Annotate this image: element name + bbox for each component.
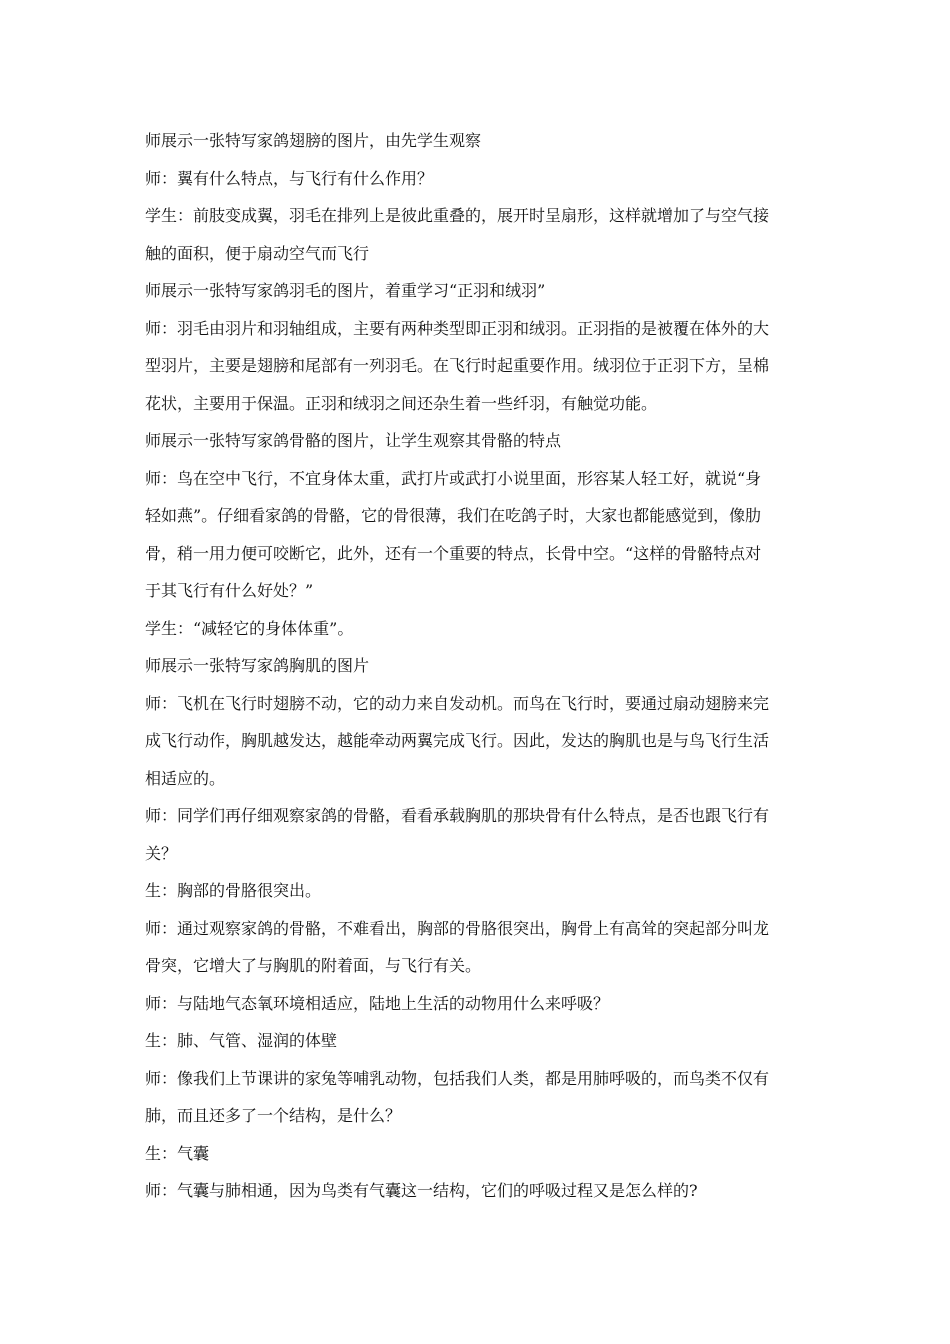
text-line: 生：气囊: [145, 1143, 210, 1163]
text-line: 骨突，它增大了与胸肌的附着面，与飞行有关。: [145, 956, 482, 975]
paragraph: [145, 272, 805, 310]
paragraph: [145, 197, 805, 272]
text-line: 师：像我们上节课讲的家兔等哺乳动物，包括我们人类，都是用肺呼吸的，而鸟类不仅有: [145, 1068, 770, 1088]
text-line: 师：同学们再仔细观察家鸽的骨骼，看看承载胸肌的那块骨有什么特点，是否也跟飞行有: [145, 806, 770, 825]
text-line: 学生：前肢变成翼，羽毛在排列上是彼此重叠的，展开时呈扇形，这样就增加了与空气接: [145, 206, 770, 225]
text-line: 师：翼有什么特点，与飞行有什么作用？: [145, 168, 434, 188]
text-line: 师展示一张特写家鸽胸肌的图片: [145, 656, 370, 675]
paragraph: [145, 985, 805, 1023]
text-line: 成飞行动作，胸肌越发达，越能牵动两翼完成飞行。因此，发达的胸肌也是与鸟飞行生活: [145, 731, 770, 750]
paragraph: [145, 460, 805, 610]
paragraph: [145, 160, 805, 198]
text-line: 师展示一张特写家鸽翅膀的图片，由先学生观察: [145, 131, 482, 150]
paragraph: [145, 647, 805, 685]
text-line: 关？: [145, 843, 178, 863]
paragraph: [145, 685, 805, 798]
text-line: 师：气囊与肺相通，因为鸟类有气囊这一结构，它们的呼吸过程又是怎么样的?: [145, 1181, 698, 1200]
text-line: 肺，而且还多了一个结构，是什么？: [145, 1106, 402, 1125]
text-line: 轻如燕”。仔细看家鸽的骨骼，它的骨很薄，我们在吃鸽子时，大家也都能感觉到，像肋: [145, 506, 762, 525]
text-line: 花状，主要用于保温。正羽和绒羽之间还杂生着一些纤羽，有触觉功能。: [145, 393, 658, 413]
text-line: 师：与陆地气态氧环境相适应，陆地上生活的动物用什么来呼吸？: [145, 993, 610, 1013]
paragraph: [145, 910, 805, 985]
text-line: 触的面积，便于扇动空气而飞行: [145, 243, 370, 263]
paragraph: [145, 310, 805, 423]
text-line: 生：胸部的骨胳很突出。: [145, 881, 322, 900]
text-line: 师展示一张特写家鸽羽毛的图片，着重学习“正羽和绒羽”: [145, 281, 546, 300]
text-line: 师：鸟在空中飞行，不宜身体太重，武打片或武打小说里面，形容某人轻工好，就说“身: [145, 468, 762, 488]
text-line: 型羽片，主要是翅膀和尾部有一列羽毛。在飞行时起重要作用。绒羽位于正羽下方，呈棉: [145, 356, 770, 375]
paragraph: [145, 122, 805, 160]
paragraph: [145, 422, 805, 460]
text-line: 生：肺、气管、湿润的体壁: [145, 1031, 338, 1050]
text-line: 师展示一张特写家鸽骨骼的图片，让学生观察其骨骼的特点: [145, 431, 562, 450]
text-line: 于其飞行有什么好处？”: [145, 581, 314, 600]
paragraph: [145, 1172, 805, 1210]
text-line: 师：通过观察家鸽的骨骼，不难看出，胸部的骨胳很突出，胸骨上有高耸的突起部分叫龙: [145, 918, 770, 938]
text-line: 师：飞机在飞行时翅膀不动，它的动力来自发动机。而鸟在飞行时，要通过扇动翅膀来完: [145, 693, 770, 713]
paragraph: [145, 797, 805, 872]
text-line: 骨，稍一用力便可咬断它，此外，还有一个重要的特点，长骨中空。“这样的骨骼特点对: [145, 543, 762, 563]
text-line: 学生：“减轻它的身体体重”。: [145, 618, 354, 638]
text-line: 师：羽毛由羽片和羽轴组成，主要有两种类型即正羽和绒羽。正羽指的是被覆在体外的大: [145, 318, 770, 338]
paragraph: [145, 1135, 805, 1173]
paragraph: [145, 872, 805, 910]
document-body: [145, 122, 805, 1210]
paragraph: [145, 610, 805, 648]
text-line: 相适应的。: [145, 768, 226, 788]
paragraph: [145, 1060, 805, 1135]
paragraph: [145, 1022, 805, 1060]
